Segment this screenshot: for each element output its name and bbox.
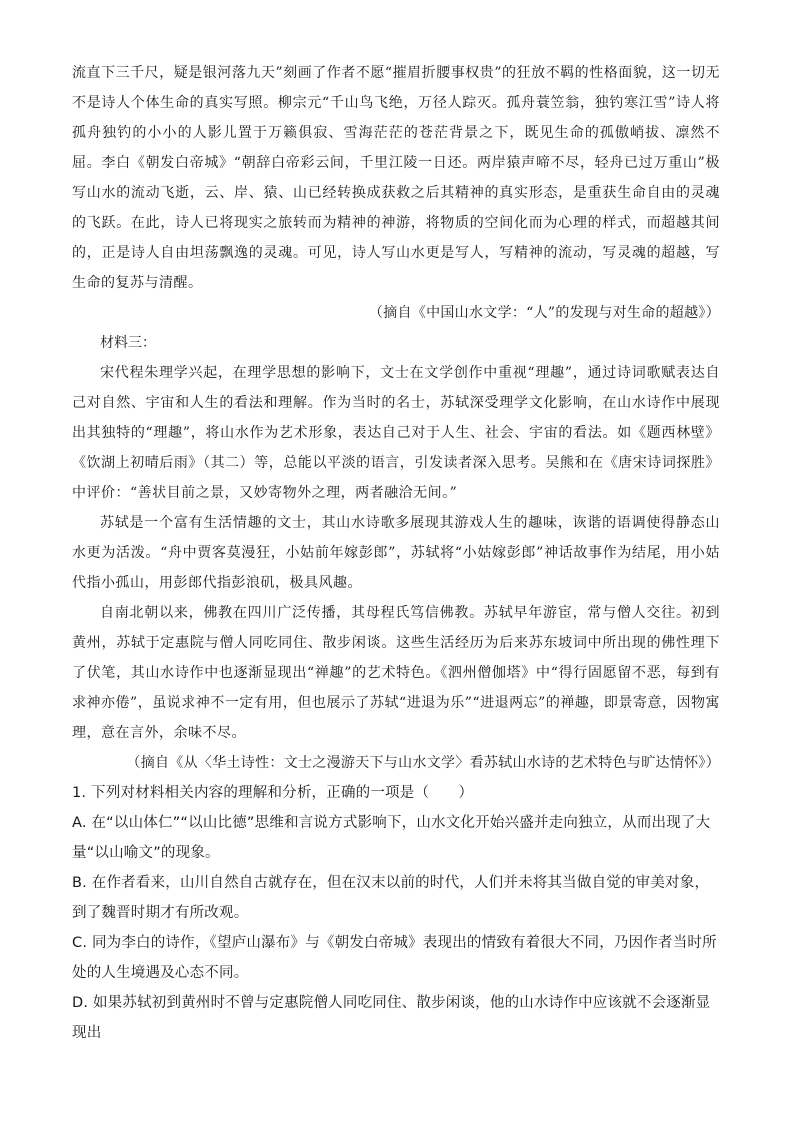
question1-option-c: C. 同为李白的诗作，《望庐山瀑布》与《朝发白帝城》表现出的情致有着很大不同，乃因作者当时所处的人生境遇及心态不同。 — [72, 935, 717, 981]
question1-option-b: B. 在作者看来，山川自然自古就存在，但在汉末以前的时代，人们并未将其当做自觉的审美对象，到了魏晋时期才有所改观。 — [72, 875, 710, 921]
material2-source: （摘自《中国山水文学：“人”的发现与对生命的超越》） — [368, 305, 720, 321]
material3-paragraph-3: 自南北朝以来，佛教在四川广泛传播，其母程氏笃信佛教。苏轼早年游宦，常与僧人交往。初到黄州，苏轼于定惠院与僧人同吃同住、散步闲谈。这些生活经历为后来苏东坡词中所出现的佛性理下了伏笔，其山水诗作中也逐渐显现出“禅趣”的艺术特色。《泗州僧伽塔》中“得行固愿留不恶，每到有求神亦倦”，虽说求神不一定有用，但也展示了苏轼“进退为乐”“进退两忘”的禅趣，即景寄意，因物寓理，意在言外，余味不尽。 — [72, 605, 720, 741]
material3-source: （摘自《从〈华土诗性：文士之漫游天下与山水文学〉看苏轼山水诗的艺术特色与旷达情怀》） — [126, 755, 720, 771]
document-page — [72, 58, 720, 1048]
material3-heading: 材料三： — [100, 335, 156, 351]
material3-paragraph-2: 苏轼是一个富有生活情趣的文士，其山水诗歌多展现其游戏人生的趣味，诙谐的语调使得静态山水更为活泼。“舟中贾客莫漫狂，小姑前年嫁彭郎”，苏轼将“小姑嫁彭郎”神话故事作为结尾，用小姑代指小孤山，用彭郎代指彭浪矶，极具风趣。 — [72, 515, 720, 591]
question1-option-a: A. 在“以山体仁”“以山比德”思维和言说方式影响下，山水文化开始兴盛并走向独立，从而出现了大量“以山喻文”的现象。 — [72, 815, 711, 861]
material3-paragraph-1: 宋代程朱理学兴起，在理学思想的影响下，文士在文学创作中重视“理趣”，通过诗词歌赋表达自己对自然、宇宙和人生的看法和理解。作为当时的名士，苏轼深受理学文化影响，在山水诗作中展现出其独特的“理趣”，将山水作为艺术形象，表达自己对于人生、社会、宇宙的看法。如《题西林壁》《饮湖上初晴后雨》（其二）等，总能以平淡的语言，引发读者深入思考。吴熊和在《唐宋诗词探胜》中评价：“善状目前之景，又妙寄物外之理，两者融洽无间。” — [72, 365, 720, 501]
material2-paragraph: 流直下三千尺，疑是银河落九天”刻画了作者不愿“摧眉折腰事权贵”的狂放不羁的性格面貌，这一切无不是诗人个体生命的真实写照。柳宗元“千山鸟飞绝，万径人踪灭。孤舟蓑笠翁，独钓寒江雪”诗人将孤舟独钓的小小的人影儿置于万籁俱寂、雪海茫茫的苍茫背景之下，既见生命的孤傲峭拔、凛然不屈。李白《朝发白帝城》“朝辞白帝彩云间，千里江陵一日还。两岸猿声啼不尽，轻舟已过万重山”极写山水的流动飞逝，云、岸、猿、山已经转换成获救之后其精神的真实形态，是重获生命自由的灵魂的飞跃。在此，诗人已将现实之旅转而为精神的神游，将物质的空间化而为心理的样式，而超越其间的，正是诗人自由坦荡飘逸的灵魂。可见，诗人写山水更是写人，写精神的流动，写灵魂的超越，写生命的复苏与清醒。 — [72, 65, 720, 291]
question1-option-d: D. 如果苏轼初到黄州时不曾与定惠院僧人同吃同住、散步闲谈，他的山水诗作中应该就不会逐渐显现出 — [72, 995, 711, 1041]
question1-stem: 1. 下列对材料相关内容的理解和分析，正确的一项是（ ） — [72, 785, 474, 801]
